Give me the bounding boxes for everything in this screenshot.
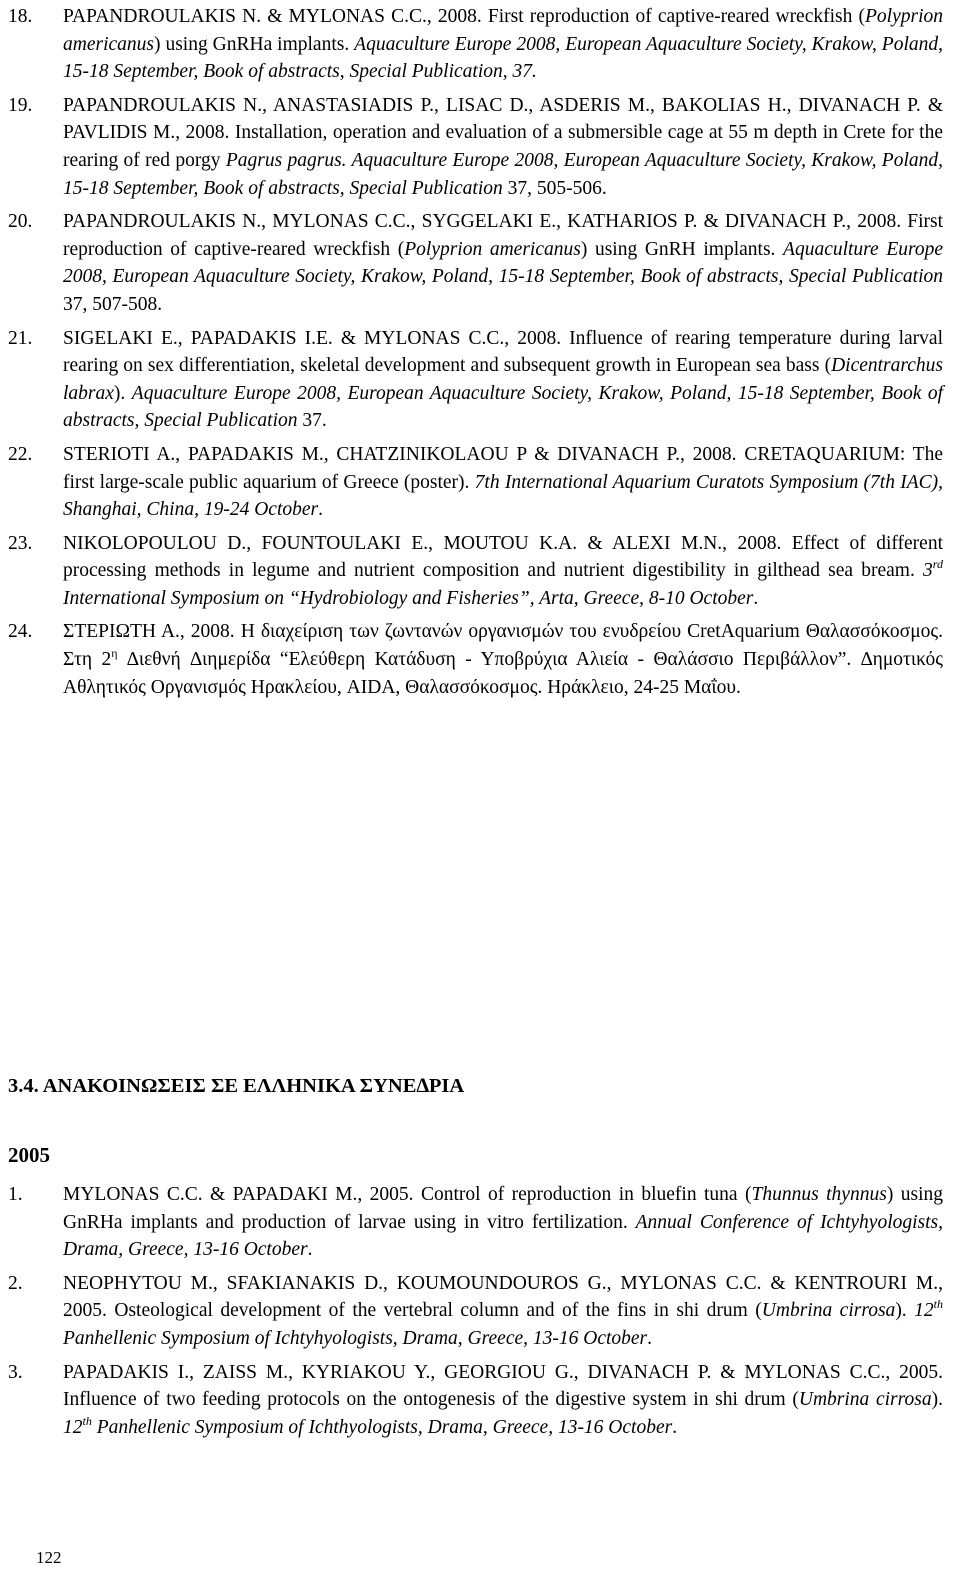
plain-text: ΣΤΕΡΙΩΤΗ Α., 2008. Η διαχείριση των ζωντανών οργανισμών του ενυδρείου CretAquarium Θαλασσόκοσμος. Στη 2 <box>63 621 943 671</box>
italic-text: Thunnus thynnus <box>751 1184 887 1205</box>
reference-number: 21. <box>8 327 33 349</box>
italic-text: Aquaculture Europe 2008, European Aquaculture Society, Krakow, Poland, 15-18 September, Book of abstracts, Special Publication, 37. <box>63 33 943 83</box>
plain-text: . <box>647 1327 653 1349</box>
italic-text: Umbrina cirrosa <box>798 1389 932 1411</box>
plain-text: MYLONAS C.C. & PAPADAKI M., 2005. Control of reproduction in bluefin tuna ( <box>63 1184 752 1205</box>
reference-number: 19. <box>8 94 33 116</box>
reference-text <box>63 1273 943 1349</box>
reference-text <box>63 621 943 697</box>
italic-text: 3 <box>923 560 933 582</box>
italic-text: Polyprion americanus <box>404 238 581 260</box>
plain-text: PAPADAKIS I., ZAISS M., KYRIAKOU Y., GEORGIOU G., DIVANACH P. & MYLONAS C.C., 2005. Influence of two feeding protocols on the ontogenesis of the digestive system in shi drum ( <box>63 1361 943 1411</box>
reference-number: 2. <box>8 1272 23 1294</box>
italic-text: Panhellenic Symposium of Ichthyologists, Drama, Greece, 13-16 October <box>91 1416 673 1438</box>
plain-text: ). <box>113 382 132 404</box>
plain-text: . <box>318 499 323 521</box>
section-heading: 3.4. ΑΝΑΚΟΙΝΩΣΕΙΣ ΣΕ ΕΛΛΗΝΙΚΑ ΣΥΝΕ∆ΡΙΑ <box>8 1075 465 1097</box>
italic-text: 12 <box>63 1416 83 1438</box>
plain-text: ). <box>931 1389 943 1411</box>
plain-text: . <box>753 587 759 609</box>
italic-text: Aquaculture Europe 2008, European Aquaculture Society, Krakow, Poland, 15-18 September, Book of abstracts, Special Publication <box>63 238 944 288</box>
italic-text: Annual Conference of Ichtyhyologists, Drama, Greece, 13-16 October <box>63 1211 943 1261</box>
plain-text: 37, 507-508. <box>63 293 163 315</box>
superscript-text: th <box>933 1297 944 1312</box>
reference-number: 3. <box>8 1361 23 1383</box>
reference-item <box>0 92 943 202</box>
reference-text <box>63 328 943 432</box>
italic-text: Dicentrarchus labrax <box>63 355 943 404</box>
plain-text: SIGELAKI E., PAPADAKIS I.E. & MYLONAS C.C., 2008. Influence of rearing temperature during larval rearing on sex differentiation, skeletal development and subsequent growth in European sea bass ( <box>63 327 943 377</box>
reference-item <box>0 325 943 435</box>
reference-number: 1. <box>8 1184 23 1205</box>
reference-item <box>0 1270 943 1353</box>
reference-text <box>63 95 943 199</box>
plain-text: ∆ιεθνή ∆ιημερίδα “Ελεύθερη Κατάδυση - Υποβρύχια Αλιεία - Θαλάσσιο Περιβάλλον”. ∆ημοτικός Αθλητικός Οργανισμός Ηρακλείου, AIDA, Θαλασσόκοσμος. Ηράκλειο, 24-25 Μαΐου. <box>63 649 944 698</box>
reference-number: 22. <box>8 443 33 465</box>
plain-text: ). <box>895 1300 915 1322</box>
reference-item <box>0 208 943 318</box>
superscript-text: th <box>82 1413 92 1428</box>
reference-text <box>63 6 943 82</box>
superscript-text: rd <box>932 557 943 572</box>
italic-text: International Symposium on “Hydrobiology and Fisheries”, Arta, Greece, 8-10 October <box>63 587 754 609</box>
italic-text: Pagrus pagrus. Aquaculture Europe 2008, European Aquaculture Society, Krakow, Poland, 15-18 September, Book of abstracts, Special Publication <box>63 149 943 199</box>
reference-item <box>0 3 943 86</box>
plain-text: PAPANDROULAKIS N. & MYLONAS C.C., 2008. First reproduction of captive-reared wreckfish ( <box>63 6 865 27</box>
italic-text: Umbrina cirrosa <box>761 1300 896 1322</box>
italic-text: Aquaculture Europe 2008, European Aquaculture Society, Krakow, Poland, 15-18 September, Book of abstracts, Special Publication <box>63 382 943 432</box>
reference-list <box>0 1181 960 1441</box>
plain-text: 37, 505-506. <box>502 177 607 199</box>
reference-text <box>63 533 943 609</box>
year-heading: 2005 <box>8 1143 50 1167</box>
reference-number: 18. <box>8 6 33 27</box>
reference-number: 24. <box>8 621 33 643</box>
plain-text: ) using GnRHa implants. <box>154 33 355 55</box>
reference-text <box>63 1362 943 1438</box>
plain-text: ) using GnRHa implants and production of larvae using in vitro fertilization. <box>63 1184 943 1233</box>
plain-text: NIKOLOPOULOU D., FOUNTOULAKI E., MOUTOU K.A. & ALEXI M.N., 2008. Effect of different processing methods in legume and nutrient composition and nutrient digestibility in gilthead sea bream. <box>63 532 943 582</box>
plain-text: ) using GnRH implants. <box>580 238 784 260</box>
plain-text: PAPANDROULAKIS N., ANASTASIADIS P., LISAC D., ASDERIS M., BAKOLIAS H., DIVANACH P. & PAVLIDIS M., 2008. Installation, operation and evaluation of a submersible cage at 55 m depth in Crete for the rearing of red porgy <box>63 94 943 171</box>
reference-item <box>0 618 943 701</box>
reference-item <box>0 441 943 524</box>
plain-text: NEOPHYTOU M., SFAKIANAKIS D., KOUMOUNDOUROS G., MYLONAS C.C. & KENTROURI M., 2005. Osteological development of the vertebral column and of the fins in shi drum ( <box>63 1272 943 1322</box>
plain-text: . <box>672 1416 678 1438</box>
plain-text: STERIOTI A., PAPADAKIS M., CHATZINIKOLAOU P & DIVANACH P., 2008. CRETAQUARIUM: The first large-scale public aquarium of Greece (poster). <box>63 443 943 493</box>
reference-item <box>0 1181 943 1264</box>
page-number: 122 <box>36 1548 62 1567</box>
reference-text <box>63 211 943 315</box>
italic-text: Polyprion americanus <box>63 6 943 55</box>
plain-text: 37. <box>297 410 327 432</box>
reference-number: 23. <box>8 532 33 554</box>
superscript-text: η <box>111 646 118 661</box>
reference-text <box>63 444 943 520</box>
plain-text: PAPANDROULAKIS N., MYLONAS C.C., SYGGELAKI E., KATHARIOS P. & DIVANACH P., 2008. First reproduction of captive-reared wreckfish ( <box>63 211 943 260</box>
reference-item <box>0 1359 943 1442</box>
reference-text <box>63 1184 943 1260</box>
italic-text: 7th International Aquarium Curatots Symposium (7th IAC), Shanghai, China, 19-24 October <box>63 471 943 521</box>
reference-item <box>0 530 943 613</box>
italic-text: 12 <box>914 1300 934 1322</box>
reference-number: 20. <box>8 211 33 233</box>
reference-list <box>0 3 960 701</box>
plain-text: . <box>307 1239 313 1261</box>
italic-text: Panhellenic Symposium of Ichtyhyologists, Drama, Greece, 13-16 October <box>63 1327 648 1349</box>
